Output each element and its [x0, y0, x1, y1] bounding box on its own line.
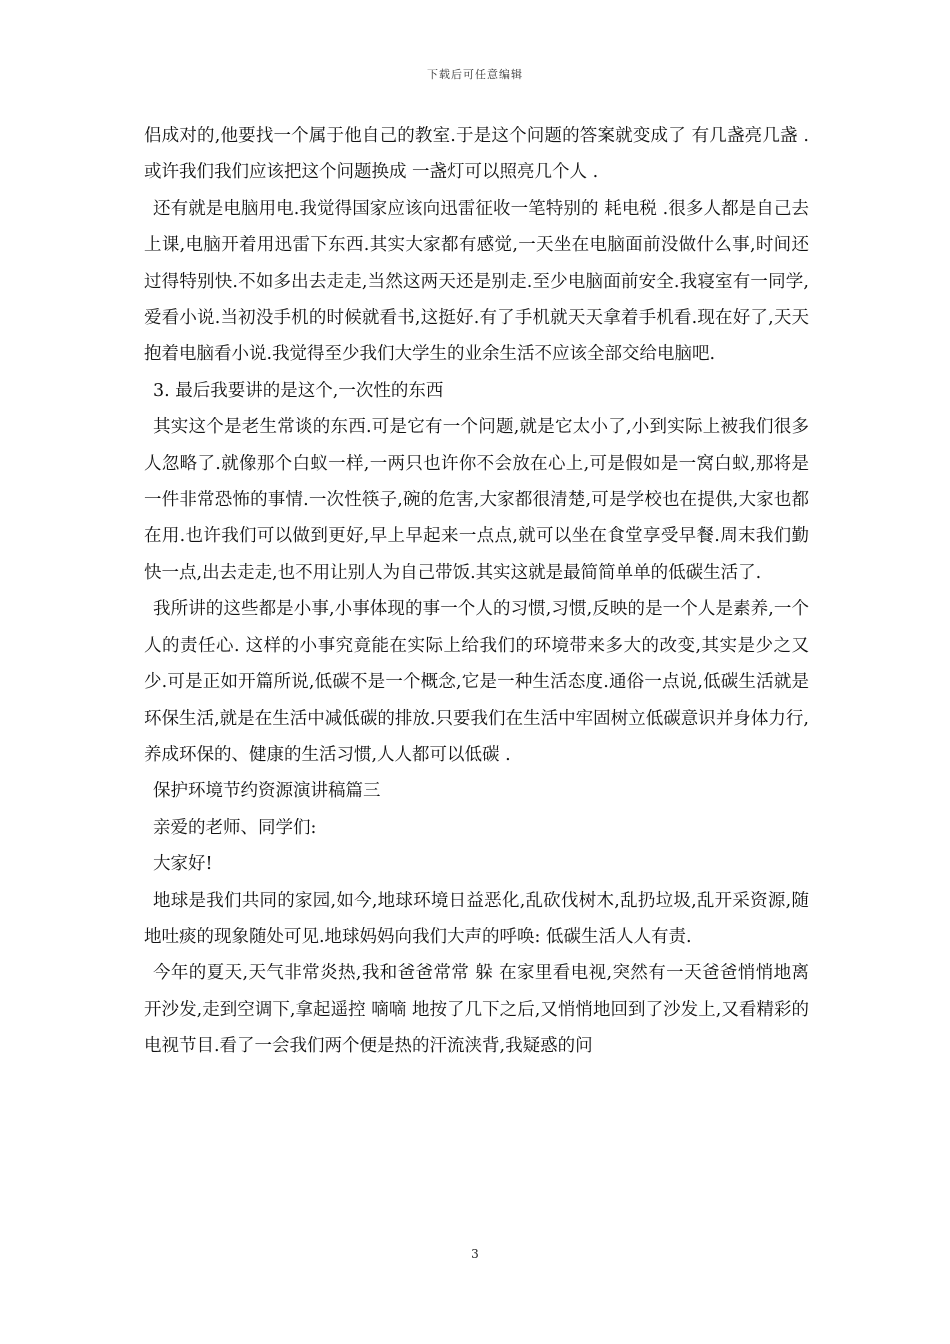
- paragraph-4: 我所讲的这些都是小事,小事体现的事一个人的习惯,习惯,反映的是一个人是素养,一个人的责任心. 这样的小事究竟能在实际上给我们的环境带来多大的改变,其实是少之又少.可是正如开篇所说,低碳不是一个概念,它是一种生活态度.通俗一点说,低碳生活就是环保生活,就是在生活中减低碳的排放.只要我们在生活中牢固树立低碳意识并身体力行,养成环保的、健康的生活习惯,人人都可以低碳 .: [144, 599, 809, 765]
- section-heading-3: 3. 最后我要讲的是这个,一次性的东西: [153, 380, 444, 401]
- paragraph-5: 地球是我们共同的家园,如今,地球环境日益恶化,乱砍伐树木,乱扔垃圾,乱开采资源,随地吐痰的现象随处可见.地球妈妈向我们大声的呼唤: 低碳生活人人有责.: [144, 890, 809, 947]
- paragraph-2: 还有就是电脑用电.我觉得国家应该向迅雷征收一笔特别的 耗电税 .很多人都是自己去上课,电脑开着用迅雷下东西.其实大家都有感觉,一天坐在电脑面前没做什么事,时间还过得特别快.不如多出去走走,当然这两天还是别走.至少电脑面前安全.我寝室有一同学,爱看小说.当初没手机的时候就看书,这挺好.有了手机就天天拿着手机看.现在好了,天天抱着电脑看小说.我觉得至少我们大学生的业余生活不应该全部交给电脑吧.: [144, 198, 809, 365]
- page-header: 下载后可任意编辑: [427, 68, 523, 81]
- speech-title: 保护环境节约资源演讲稿篇三: [153, 781, 381, 802]
- page-number: 3: [471, 1247, 479, 1261]
- paragraph-6: 今年的夏天,天气非常炎热,我和爸爸常常 躲 在家里看电视,突然有一天爸爸悄悄地离开沙发,走到空调下,拿起遥控 嘀嘀 地按了几下之后,又悄悄地回到了沙发上,又看精彩的电视节目.看了一会我们两个便是热的汗流浃背,我疑惑的问: [144, 963, 809, 1057]
- paragraph-3: 其实这个是老生常谈的东西.可是它有一个问题,就是它太小了,小到实际上被我们很多人忽略了.就像那个白蚁一样,一两只也许你不会放在心上,可是假如是一窝白蚁,那将是一件非常恐怖的事情.一次性筷子,碗的危害,大家都很清楚,可是学校也在提供,大家也都在用.也许我们可以做到更好,早上早起来一点点,就可以坐在食堂享受早餐.周末我们勤快一点,出去走走,也不用让别人为自己带饭.其实这就是最简简单单的低碳生活了.: [144, 417, 809, 583]
- document-body: [144, 118, 809, 1065]
- paragraph-1: 侣成对的,他要找一个属于他自己的教室.于是这个问题的答案就变成了 有几盏亮几盏 .或许我们我们应该把这个问题换成 一盏灯可以照亮几个人 .: [144, 126, 809, 183]
- greeting: 大家好!: [153, 854, 213, 875]
- salutation: 亲爱的老师、同学们:: [153, 817, 317, 838]
